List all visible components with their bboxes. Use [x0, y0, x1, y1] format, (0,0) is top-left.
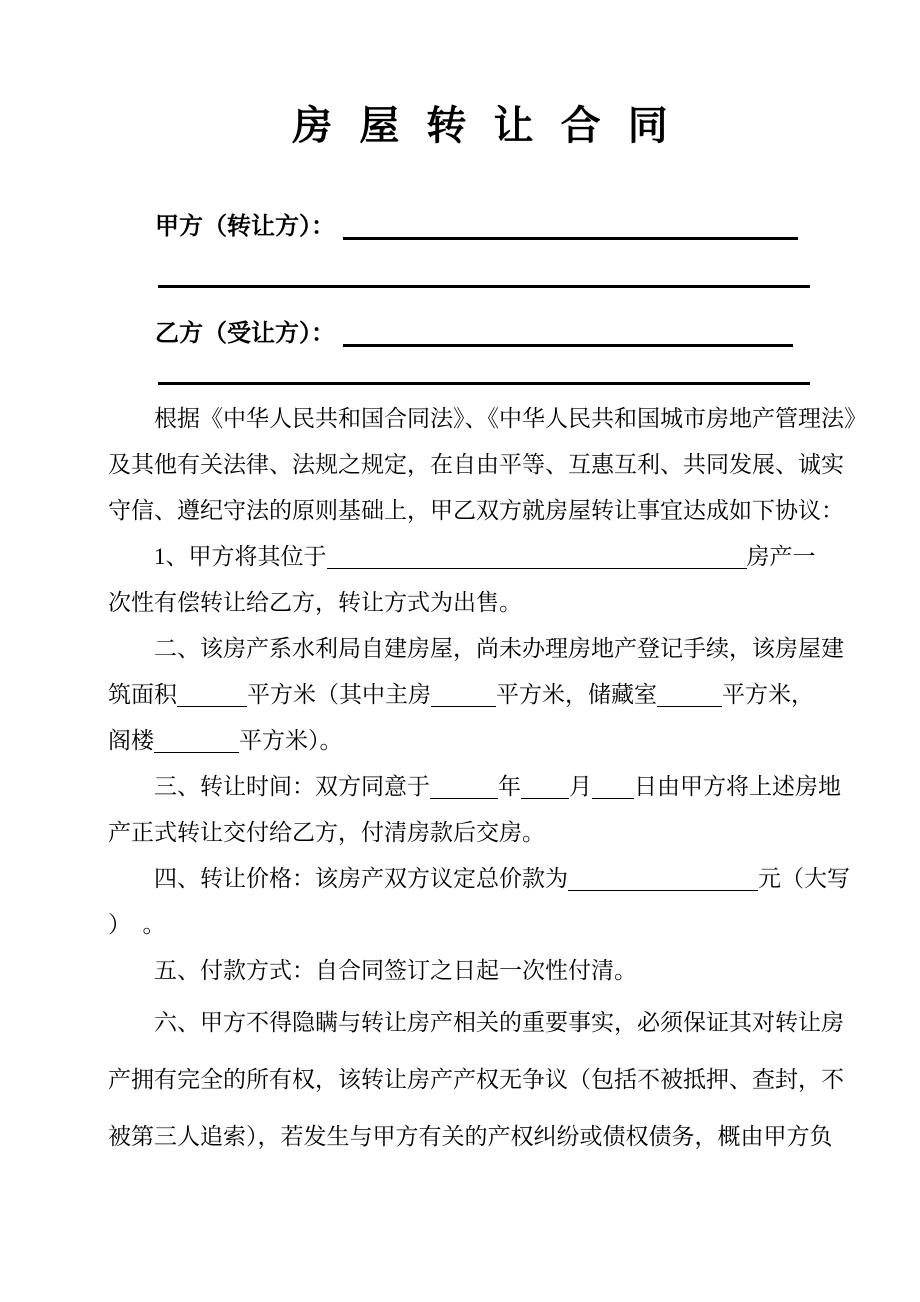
text-segment: 三、转让时间：双方同意于: [154, 774, 430, 799]
fill-in-blank: [657, 681, 722, 707]
fill-in-blank: [431, 681, 496, 707]
text-line: [108, 902, 860, 948]
text-segment: 月: [569, 774, 592, 799]
paragraph-clause-6: [108, 994, 860, 1165]
text-segment: 平方米）。: [239, 728, 343, 753]
text-segment: 及其他有关法律、法规之规定，在自由平等、互惠互利、共同发展、诚实: [108, 452, 844, 477]
fill-in-blank: [430, 773, 498, 799]
text-segment: 产正式转让交付给乙方，付清房款后交房。: [108, 820, 545, 845]
paragraph-clause-3: [108, 764, 860, 856]
text-segment: 守信、遵纪守法的原则基础上，甲乙双方就房屋转让事宜达成如下协议：: [108, 498, 844, 523]
text-line: [108, 442, 860, 488]
text-segment: 1、甲方将其位于: [154, 544, 327, 569]
fill-in-blank: [327, 543, 747, 569]
text-segment: 产拥有完全的所有权，该转让房产产权无争议（包括不被抵押、查封，不: [108, 1067, 844, 1092]
paragraph-intro: [108, 396, 867, 534]
text-segment: 元（大写: [758, 866, 850, 891]
text-line: [108, 488, 860, 534]
fill-in-blank: [177, 681, 247, 707]
text-line: [108, 1108, 860, 1165]
text-segment: 被第三人追索），若发生与甲方有关的产权纠纷或债权债务，概由甲方负: [108, 1124, 833, 1149]
party-a-extra-blank-line: [158, 285, 810, 288]
party-b-name-blank: [343, 318, 793, 347]
text-segment: 六、甲方不得隐瞒与转让房产相关的重要事实，必须保证其对转让房: [154, 1010, 844, 1035]
text-segment: 筑面积: [108, 682, 177, 707]
contract-body: [108, 396, 867, 1165]
party-a-name-blank: [343, 211, 798, 240]
text-segment: 二、该房产系水利局自建房屋，尚未办理房地产登记手续，该房屋建: [154, 636, 844, 661]
text-line: [108, 1051, 860, 1108]
text-segment: 平方米，储藏室: [496, 682, 657, 707]
text-line: [108, 534, 860, 580]
text-segment: 年: [498, 774, 521, 799]
text-segment: 日由甲方将上述房地: [634, 774, 841, 799]
party-b-label: 乙方（受让方）：: [155, 321, 335, 347]
fill-in-blank: [521, 773, 569, 799]
party-a-row: [155, 210, 798, 244]
text-segment: 平方米，: [722, 682, 814, 707]
text-segment: ） 。: [108, 912, 166, 937]
paragraph-clause-1: [108, 534, 860, 626]
text-line: [108, 626, 860, 672]
text-segment: 房产一: [746, 544, 816, 569]
paragraph-clause-2: [108, 626, 860, 764]
text-segment: 四、转让价格：该房产双方议定总价款为: [154, 866, 568, 891]
party-a-label: 甲方（转让方）：: [155, 214, 335, 240]
text-line: [108, 994, 860, 1051]
text-line: [108, 856, 860, 902]
text-line: [108, 948, 860, 994]
paragraph-clause-4: [108, 856, 860, 948]
fill-in-blank: [154, 727, 239, 753]
text-line: [108, 810, 860, 856]
text-segment: 平方米（其中主房: [247, 682, 431, 707]
party-b-extra-blank-line: [158, 382, 810, 385]
text-line: [108, 718, 860, 764]
text-line: [108, 764, 860, 810]
text-line: [108, 580, 860, 626]
text-segment: 根据《中华人民共和国合同法》、《中华人民共和国城市房地产管理法》: [154, 406, 867, 431]
fill-in-blank: [592, 773, 634, 799]
paragraph-clause-5: [108, 948, 860, 994]
text-line: [108, 396, 867, 442]
party-b-row: [155, 317, 793, 351]
text-line: [108, 672, 860, 718]
text-segment: 五、付款方式：自合同签订之日起一次性付清。: [154, 958, 637, 983]
text-segment: 阁楼: [108, 728, 154, 753]
page-title: 房 屋 转 让 合 同: [292, 104, 676, 148]
fill-in-blank: [568, 865, 758, 891]
text-segment: 次性有偿转让给乙方，转让方式为出售。: [108, 590, 522, 615]
